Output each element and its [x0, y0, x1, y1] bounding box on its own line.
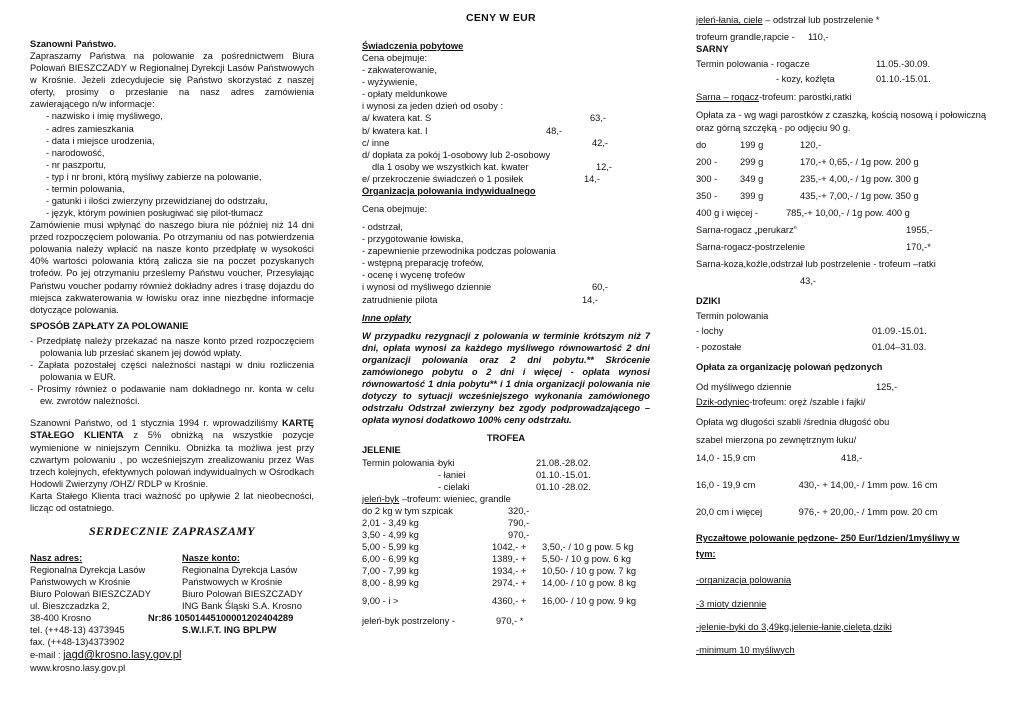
- accommodation-price: 48,-: [546, 125, 563, 136]
- stag-wounded-price: 970,- *: [496, 616, 524, 627]
- roe-price: 170,-+ 0,65,- / 1g pow. 200 g: [800, 156, 919, 167]
- bank-line: Regionalna Dyrekcja Lasów: [182, 564, 298, 575]
- flat-rate-list: [696, 574, 986, 655]
- email-row: [30, 648, 314, 662]
- roe-trophy-line: [696, 91, 986, 103]
- roe-heading: SARNY: [696, 44, 729, 55]
- card-validity: Karta Stałego Klienta traci ważność po upływie 2 lat nieobecności, licząc od ostatniego.: [30, 490, 314, 513]
- stag-wounded-label: jeleń-byk postrzelony -: [362, 616, 456, 627]
- accommodation-price: 42,-: [592, 137, 609, 148]
- stag-base-price: 2974,- +: [492, 578, 527, 589]
- deer-season-row: [362, 481, 650, 493]
- address-line: ul. Bieszczadzka 2,: [30, 600, 110, 611]
- stag-base-price: 970,-: [508, 529, 530, 540]
- stag-surcharge: 10,50- / 10 g pow. 7 kg: [542, 566, 637, 577]
- stag-surcharge: 3,50,- / 10 g pow. 5 kg: [542, 542, 634, 553]
- deer-season-row: [362, 457, 650, 469]
- tel-row: [30, 624, 314, 636]
- payment-list: [30, 335, 314, 407]
- fax: fax. (++48-13)4373902: [30, 637, 125, 648]
- required-info-list: [30, 110, 314, 219]
- roe-price-table: [696, 139, 986, 219]
- stag-price-row: [362, 595, 650, 607]
- roe-weight-to: 299 g: [740, 156, 764, 167]
- boar-category: - lochy: [696, 326, 724, 337]
- roe-price-row: [696, 156, 986, 168]
- payment-item: - Prosimy również o podawanie nam dokładnego nr. konta w celu ew. zwrotów należności.: [30, 384, 314, 407]
- required-info-item: - adres zamieszkania: [46, 123, 314, 135]
- required-info-item: - narodowość,: [46, 147, 314, 159]
- roe-season-label: Termin polowania - rogacze: [696, 59, 810, 70]
- season-label: Termin polowania -: [362, 457, 441, 468]
- required-info-item: - nr paszportu,: [46, 159, 314, 171]
- stag-base-price: 320,-: [508, 505, 530, 516]
- roe-price: 785,-+ 10,00,- / 1g pow. 400 g: [786, 207, 910, 218]
- tusk-price-table: [696, 452, 986, 518]
- required-info-item: - nazwisko i imię myśliwego,: [46, 110, 314, 122]
- stag-surcharge: 14,00- / 10 g pow. 8 kg: [542, 578, 637, 589]
- roe-price: 120,-: [800, 139, 822, 150]
- info-column: [30, 0, 314, 675]
- roe-weight-from: 200 -: [696, 156, 718, 167]
- address-row: [30, 600, 314, 612]
- extra-meal-label: e/ przekroczenie świadczeń o 1 posiłek: [362, 173, 524, 184]
- loyalty-card-paragraph: [30, 417, 314, 489]
- roe-price: 235,-+ 4,00,- / 1g pow. 300 g: [800, 173, 919, 184]
- hind-trophy-label: trofeum grandle,rapcie -: [696, 32, 795, 43]
- stag-price-row: [362, 577, 650, 589]
- doe-price: 43,-: [800, 276, 817, 287]
- required-info-item: - gatunki i ilości zwierzyny przewidzianej do odstrzału,: [46, 195, 314, 207]
- single-room-line-1: d/ dopłata za pokój 1-osobowy lub 2-osobowy: [362, 149, 551, 160]
- address-line: Regionalna Dyrekcja Lasów: [30, 564, 146, 575]
- pilot-row: [362, 294, 650, 306]
- roe-weight-from: do: [696, 139, 707, 150]
- stag-weight-range: 2,01 - 3,49 kg: [362, 517, 419, 528]
- roe-price-row: [696, 173, 986, 185]
- roe-season-row: [696, 58, 986, 70]
- hind-trophy-row: [696, 31, 986, 43]
- boar-org-label: Od myśliwego dziennie: [696, 381, 792, 392]
- deer-heading: JELENIE: [362, 445, 401, 456]
- org-price: 60,-: [592, 282, 609, 293]
- required-info-item: - data i miejsce urodzenia,: [46, 135, 314, 147]
- payment-heading: SPOSÓB ZAPŁATY ZA POLOWANIE: [30, 320, 189, 331]
- stag-base-price: 4360,- +: [492, 596, 527, 607]
- price-list-title: CENY W EUR: [466, 12, 536, 24]
- roe-weight-from: 300 -: [696, 173, 718, 184]
- stag-price-row: [362, 553, 650, 565]
- stay-item: - zakwaterowanie,: [362, 65, 437, 76]
- roe-fee-text: Opłata za - wg wagi parostków z czaszką, kością nosową i połowiczną oraz górną szczęką - po odjęciu 90 g.: [696, 110, 986, 133]
- other-fees-heading: Inne opłaty: [362, 312, 412, 323]
- boar-seasons: [696, 325, 986, 352]
- org-includes: Cena obejmuje:: [362, 204, 428, 215]
- stag-label: jeleń-byk: [362, 493, 400, 504]
- hind-line: [696, 14, 986, 26]
- trophies-column: [696, 0, 986, 656]
- boar-season-row: [696, 341, 986, 353]
- tusk-price: 418,-: [841, 453, 863, 464]
- postal-row: [30, 612, 314, 624]
- stag-weight-range: 6,00 - 6,99 kg: [362, 554, 419, 565]
- roe-wounded-label: Sarna-rogacz-postrzelenie: [696, 242, 806, 253]
- invitation: SERDECZNIE ZAPRASZAMY: [88, 523, 256, 538]
- org-price-label: i wynosi od myśliwego dziennie: [362, 282, 492, 293]
- boar-dates: 01.04–31.03.: [872, 341, 927, 352]
- perukarz-row: [696, 224, 986, 236]
- loyalty-card-name: KARTĘ STAŁEGO KLIENTA: [30, 418, 314, 441]
- required-info-item: - termin polowania,: [46, 183, 314, 195]
- address-heading: Nasz adres:: [30, 552, 83, 563]
- stag-surcharge: 16,00- / 10 g pow. 9 kg: [542, 596, 637, 607]
- roe-price-row: [696, 139, 986, 151]
- org-heading: Organizacja polowania indywidualnego: [362, 185, 536, 196]
- roe-price-row: [696, 190, 986, 202]
- single-room-row: [362, 161, 650, 173]
- stag-base-price: 790,-: [508, 517, 530, 528]
- tusker-label: Dzik-odyniec: [696, 396, 750, 407]
- tusk-length: 16,0 - 19,9 cm: [696, 480, 756, 491]
- org-item: - przygotowanie łowiska,: [362, 234, 464, 245]
- tusk-price: 430,- + 14,00,- / 1mm pow. 16 cm: [798, 480, 938, 491]
- org-item: - zapewnienie przewodnika podczas polowania: [362, 246, 556, 257]
- tusker-fee-2: szabel mierzona po zewnętrznym łuku/: [696, 434, 857, 445]
- flat-rate-item: [696, 598, 986, 610]
- address-row: [30, 564, 314, 576]
- org-price-row: [362, 281, 650, 293]
- address-line: Biuro Polowań BIESZCZADY: [30, 588, 151, 599]
- stag-weight-range: 5,00 - 5,99 kg: [362, 542, 419, 553]
- extra-meal-price: 14,-: [584, 173, 601, 184]
- trophies-heading: TROFEA: [486, 433, 526, 444]
- roe-trophy-label: Sarna – rogacz: [696, 92, 760, 103]
- tusk-length: 14,0 - 15,9 cm: [696, 453, 756, 464]
- season-spacer: [362, 469, 438, 481]
- payment-item: - Przedpłatę należy przekazać na nasze konto przed rozpoczęciem polowania lub przesłać skanem jej dowód wpłaty.: [30, 335, 314, 358]
- tusker-line: [696, 396, 986, 408]
- stay-items: [362, 64, 650, 112]
- account-number: Nr:86 10501445100001202404289: [148, 612, 294, 623]
- phone: tel. (++48-13) 4373945: [30, 625, 125, 636]
- pilot-label: zatrudnienie pilota: [362, 294, 438, 305]
- flat-rate-heading-2: tym:: [696, 549, 716, 560]
- single-room-line-2: dla 1 osoby we wszystkich kat. kwater: [372, 161, 529, 172]
- boar-org-price: 125,-: [876, 381, 898, 392]
- postal-code: 38-400 Krosno: [30, 612, 91, 623]
- org-items: [362, 221, 650, 281]
- roe-season-2-label: - kozy, koźlęta: [776, 74, 835, 85]
- stag-price-row: [362, 505, 650, 517]
- roe-weight-from: 350 -: [696, 190, 718, 201]
- tusker-fee-1: Opłata wg długości szabli /średnia długość obu: [696, 416, 890, 427]
- stay-item: - opłaty meldunkowe: [362, 89, 448, 100]
- required-info-item: - typ i nr broni, którą myśliwy zabierze na polowanie,: [46, 171, 314, 183]
- greeting: Szanowni Państwo.: [30, 39, 117, 49]
- boar-dates: 01.09.-15.01.: [872, 326, 927, 337]
- boar-org-heading: Opłata za organizację polowań pędzonych: [696, 361, 883, 372]
- stag-weight-range: 7,00 - 7,99 kg: [362, 566, 419, 577]
- address-row: [30, 588, 314, 600]
- tusk-price-row: [696, 452, 986, 464]
- accommodation-price: 63,-: [590, 113, 607, 124]
- boar-org-row: [696, 381, 986, 393]
- deer-seasons: [362, 457, 650, 493]
- roe-weight-from: 400 g i więcej -: [696, 207, 759, 218]
- stag-surcharge: 5,50- / 10 g pow. 6 kg: [542, 554, 631, 565]
- stay-item: i wynosi za jeden dzień od osoby :: [362, 101, 504, 112]
- email-link[interactable]: jagd@krosno.lasy.gov.pl: [63, 649, 182, 662]
- hind-label: jeleń-łania, ciele: [696, 15, 763, 25]
- stag-price-row: [362, 517, 650, 529]
- address-headings: [30, 552, 314, 564]
- flat-rate-item: [696, 644, 986, 656]
- tusker-rest: -trofeum: oręż /szable i fajki/: [749, 396, 866, 407]
- stay-price-row: [362, 137, 650, 149]
- accommodation-category: a/ kwatera kat. S: [362, 113, 432, 124]
- address-block: [30, 564, 314, 612]
- stag-base-price: 1934,- +: [492, 566, 527, 577]
- address-row: [30, 576, 314, 588]
- cancellation-terms: W przypadku rezygnacji z polowania w terminie krótszym niż 7 dni, opłata wynosi za każdego myśliwego równowartość 2 dni organizacji polowania oraz 2 dni pobytu.** Skrócenie zamówionego pobytu o 2 dni i więcej - opłata wynosi równowartość 1 dnia pobytu** i 1 dnia organizacji polowania nie dotyczy to sytuacji wcześniejszego wykonania zamówionego odstrzału Odstrzał zwierzyny bez zgody podprowadzającego – opłata wynosi dodatkowo 100% ceny odstrzału.: [362, 330, 650, 426]
- roe-price: 435,-+ 7,00,- / 1g pow. 350 g: [800, 190, 919, 201]
- perukarz-label: Sarna-rogacz „perukarz”: [696, 225, 797, 236]
- bank-line: Biuro Polowań BIESZCZADY: [182, 588, 303, 599]
- tusk-price: 976,- + 20,00,- / 1mm pow. 20 cm: [798, 507, 938, 518]
- roe-season-2-row: [696, 73, 986, 85]
- flat-rate-heading-1: Ryczałtowe polowanie pędzone- 250 Eur/1dzien/1myśliwy w: [696, 533, 960, 544]
- season-spacer: [362, 481, 438, 493]
- stay-heading: Świadczenia pobytowe: [362, 41, 464, 51]
- roe-price-row: [696, 207, 986, 219]
- pilot-price: 14,-: [582, 294, 599, 305]
- stay-price-row: [362, 125, 650, 137]
- season-category: - cielaki: [438, 481, 470, 492]
- org-item: - ocenę i wycenę trofeów: [362, 270, 465, 281]
- org-item: - odstrzał,: [362, 222, 403, 233]
- stay-price-row: [362, 112, 650, 124]
- roe-trophy-rest: -trofeum: parostki,ratki: [759, 92, 852, 103]
- stay-prices: [362, 112, 650, 148]
- single-room-price: 12,-: [596, 161, 613, 172]
- required-info-item: - język, którym powinien posługiwać się pilot-tłumacz: [46, 207, 314, 219]
- card-text-start: Szanowni Państwo, od 1 stycznia 1994 r. wprowadziliśmy: [30, 418, 282, 429]
- flat-rate-item: [696, 621, 986, 633]
- roe-wounded-price: 170,-*: [906, 242, 931, 253]
- stag-price-row: [362, 541, 650, 553]
- stag-trophy: –trofeum: wieniec, grandle: [399, 493, 511, 504]
- boar-season-row: [696, 325, 986, 337]
- flat-rate-item-text: -jelenie-byki do 3,49kg,jelenie-łanie,cielęta,dziki: [696, 621, 892, 632]
- tusk-price-row: [696, 479, 986, 491]
- prices-column: [362, 0, 650, 628]
- hind-rest: – odstrzał lub postrzelenie *: [762, 15, 880, 25]
- roe-weight-to: 349 g: [740, 173, 764, 184]
- org-item: - wstępną preparację trofeów,: [362, 258, 484, 269]
- stag-price-row: [362, 565, 650, 577]
- intro-paragraph: Zapraszamy Państwa na polowanie za pośrednictwem Biura Polowań BIESZCZADY w Regionalnej Dyrekcji Lasów Państwowych w Krośnie. Jeżeli zdecydujecie się Państwo skorzystać z naszej oferty, prosimy o przesłanie na nasz adres zamówienia zawierającego n/w informacje:: [30, 51, 314, 110]
- card-text-end: z 5% obniżką na wszystkie pozycje wymienione w niniejszym Cenniku. Obniżka ta możliwa jest przy czwartym polowaniu , po wcześniejszym zrealizowaniu przez Was trzech kolejnych, efektywnych polowań indywidualnych w Ośrodkach Hodowli Zwierzyny /OHZ/ RDLP w Krośnie.: [30, 430, 314, 489]
- swift-code: S.W.I.F.T. ING BPLPW: [182, 625, 277, 636]
- flat-rate-item-text: -minimum 10 myśliwych: [696, 644, 795, 655]
- stag-trophy-line: [362, 493, 650, 505]
- flat-rate-item: [696, 574, 986, 586]
- stag-weight-range: 8,00 - 8,99 kg: [362, 578, 419, 589]
- boar-season-label: Termin polowania: [696, 311, 769, 322]
- deer-season-row: [362, 469, 650, 481]
- stag-weight-range: do 2 kg w tym szpicak: [362, 505, 453, 516]
- stag-price-table: [362, 505, 650, 608]
- bank-line: Państwowych w Krośnie: [182, 576, 283, 587]
- season-category: - łaniei: [438, 469, 466, 480]
- hind-trophy-price: 110,-: [808, 32, 829, 43]
- stag-weight-range: 3,50 - 4,99 kg: [362, 529, 419, 540]
- accommodation-category: b/ kwatera kat. I: [362, 125, 428, 136]
- bank-line: ING Bank Śląski S.A. Krosno: [182, 600, 302, 611]
- roe-season-2: 01.10.-15.01.: [876, 74, 931, 85]
- boar-heading: DZIKI: [696, 296, 721, 307]
- tusk-length: 20,0 cm i więcej: [696, 507, 763, 518]
- address-line: Państwowych w Krośnie: [30, 576, 131, 587]
- tusk-price-row: [696, 506, 986, 518]
- stag-wounded-row: [362, 615, 650, 627]
- season-dates: 21.08.-28.02.: [536, 457, 591, 468]
- flat-rate-item-text: -3 mioty dziennie: [696, 598, 767, 609]
- website[interactable]: www.krosno.lasy.gov.pl: [30, 663, 126, 674]
- roe-wounded-row: [696, 241, 986, 253]
- roe-weight-to: 199 g: [740, 139, 764, 150]
- stag-base-price: 1389,- +: [492, 554, 527, 565]
- season-dates: 01.10 -28.02.: [536, 481, 591, 492]
- email-label: e-mail :: [30, 650, 64, 661]
- roe-season-1: 11.05.-30.09.: [876, 59, 931, 70]
- stay-includes: Cena obejmuje:: [362, 53, 428, 64]
- stag-price-row: [362, 529, 650, 541]
- stag-base-price: 1042,- +: [492, 542, 527, 553]
- perukarz-price: 1955,-: [906, 225, 933, 236]
- doe-line: Sarna-koza,koźle,odstrzał lub postrzelenie - trofeum –ratki: [696, 259, 936, 270]
- season-category: byki: [438, 457, 455, 468]
- accommodation-category: c/ inne: [362, 137, 390, 148]
- stay-item: - wyżywienie,: [362, 77, 418, 88]
- payment-item: - Zapłata pozostałej części należności nastąpi w dniu rozliczenia polowania w EUR.: [30, 360, 314, 383]
- stag-weight-range: 9,00 - i >: [362, 596, 399, 607]
- account-heading: Nasze konto:: [182, 552, 240, 563]
- extra-meal-row: [362, 173, 650, 185]
- boar-category: - pozostałe: [696, 341, 742, 352]
- roe-weight-to: 399 g: [740, 190, 764, 201]
- season-dates: 01.10.-15.01.: [536, 469, 591, 480]
- flat-rate-item-text: -organizacja polowania: [696, 575, 792, 586]
- order-paragraph: Zamówienie musi wpłynąć do naszego biura nie później niż 14 dni przed rozpoczęciem polowania. Po otrzymaniu od nas potwierdzenia polowania należy wpłacić na nasze konto przedpłatę w wysokości 40% wartości polowania którą zalicza sie na poczet pozyskanych trofeów. Po jej otrzymaniu prześlemy Państwu voucher, Przesyłając Państwu voucher podamy również dokładny adres i trasę dojazdu do miejsca zakwaterowania w łowisku oraz inne niezbędne informacje dotyczące polowania.: [30, 220, 314, 315]
